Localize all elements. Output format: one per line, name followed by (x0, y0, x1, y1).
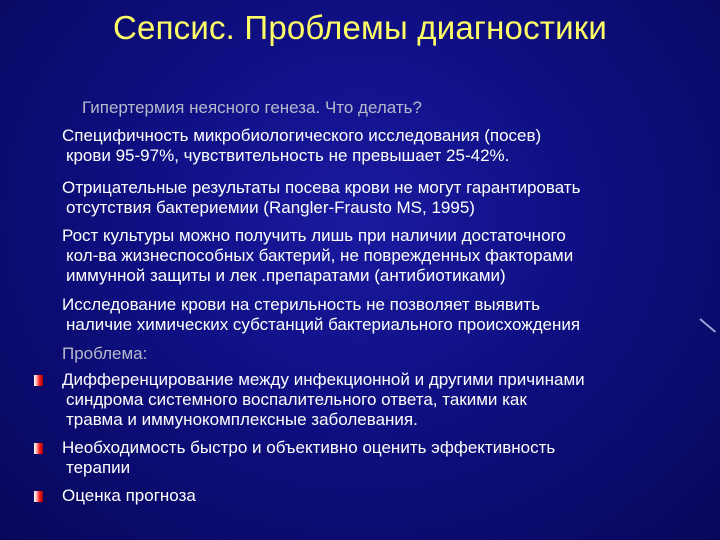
bullet-text (62, 486, 712, 506)
paragraph-specificity (62, 126, 712, 166)
problem-label: Проблема: (62, 344, 148, 363)
slide-title: Сепсис. Проблемы диагностики (112, 9, 608, 46)
bullet-square-icon (34, 443, 43, 454)
bullet-text (62, 438, 712, 478)
paragraph-line: Рост культуры можно получить лишь при наличии достаточного (62, 226, 566, 245)
bullet-line: травма и иммунокомплексные заболевания. (66, 410, 418, 429)
paragraph-line: отсутствия бактериемии (Rangler-Frausto MS, 1995) (66, 198, 475, 217)
question-text: Гипертермия неясного генеза. Что делать? (82, 98, 422, 117)
bullet-line: Оценка прогноза (62, 486, 196, 505)
paragraph-line: Исследование крови на стерильность не позволяет выявить (62, 295, 541, 314)
paragraph-sterility (62, 295, 712, 335)
bullet-line: терапии (66, 458, 131, 477)
bullet-line: Необходимость быстро и объективно оценить эффективность (62, 438, 556, 457)
paragraph-negative-results (62, 178, 712, 218)
bullet-square-icon (34, 375, 43, 386)
paragraph-line: крови 95-97%, чувствительность не превышает 25-42%. (66, 146, 510, 165)
paragraph-line: Отрицательные результаты посева крови не могут гарантировать (62, 178, 581, 197)
paragraph-line: Специфичность микробиологического исследования (посев) (62, 126, 542, 145)
paragraph-line: иммунной защиты и лек .препаратами (антибиотиками) (66, 266, 506, 285)
paragraph-culture-growth (62, 226, 712, 286)
paragraph-line: кол-ва жизнеспособных бактерий, не поврежденных факторами (66, 246, 574, 265)
bullet-square-icon (34, 491, 43, 502)
bullet-text (62, 370, 712, 430)
bullet-line: синдрома системного воспалительного ответа, такими как (66, 390, 527, 409)
paragraph-line: наличие химических субстанций бактериального происхождения (66, 315, 581, 334)
bullet-line: Дифференцирование между инфекционной и другими причинами (62, 370, 585, 389)
